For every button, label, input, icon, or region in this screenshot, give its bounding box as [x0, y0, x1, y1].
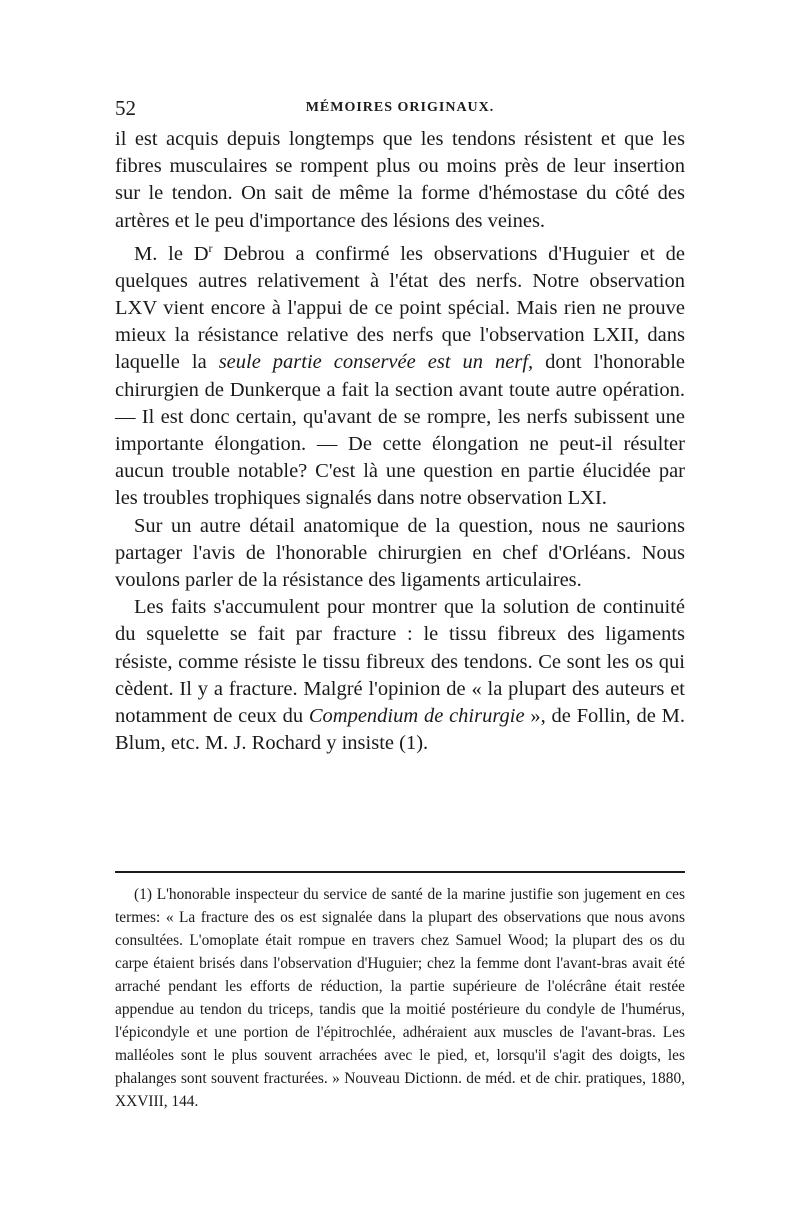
page-number: 52	[115, 96, 136, 120]
paragraph-2	[115, 235, 685, 513]
footnote-divider	[115, 871, 685, 873]
paragraph-4	[115, 594, 685, 757]
running-title: MÉMOIRES ORIGINAUX.	[305, 100, 495, 115]
footnote-text: (1) L'honorable inspecteur du service de santé de la marine justifie son jugement en ces termes: « La fracture des os est signalée dans la plupart des observations que nous avons consultées. L'omoplate était rompue en travers chez Samuel Wood; la plupart des os du carpe étaient brisés dans l'observation d'Huguier; chez la femme dont l'avant-bras avait été arraché pendant les efforts de réduction, la partie supérieure de l'olécrâne était restée appendue au tendon du triceps, tandis que la moitié postérieure du condyle de l'humérus, l'épicondyle et une portion de l'épitrochlée, adhéraient aux muscles de l'avant-bras. Les malléoles sont le plus souvent arrachées avec le pied, et, lorsqu'il s'agit des doigts, les phalanges sont souvent fracturées. » Nouveau Dictionn. de méd. et de chir. pratiques, 1880, XXVIII, 144.	[115, 886, 685, 1110]
paragraph-2-lead: M. le D	[134, 242, 209, 265]
paragraph-2-italic: seule partie conservée est un nerf,	[218, 351, 534, 374]
footnote	[115, 883, 685, 1113]
paragraph-2-body: Debrou a confirmé les observations d'Huguier et de quelques autres relativement à l'état des nerfs. Notre observation LXV vient encore à l'appui de ce point spécial. Mais rien ne prouve mieux la résistance relative des nerfs que l'observation LXII, dans laquelle la	[115, 242, 685, 374]
paragraph-3	[115, 513, 685, 595]
paragraph-1	[115, 126, 685, 235]
paragraph-3-text: Sur un autre détail anatomique de la question, nous ne saurions partager l'avis de l'honorable chirurgien en chef d'Orléans. Nous voulons parler de la résistance des ligaments articulaires.	[115, 514, 685, 592]
page-header	[115, 96, 685, 122]
paragraph-4-italic: Compendium de chirurgie	[308, 705, 525, 728]
paragraph-4-tail: », de Follin, de M. Blum, etc. M. J. Rochard y insiste (1).	[115, 705, 685, 755]
paragraph-1-text: il est acquis depuis longtemps que les tendons résistent et que les fibres musculaires se rompent plus ou moins près de leur insertion sur le tendon. On sait de même la forme d'hémostase du côté des artères et le peu d'importance des lésions des veines.	[115, 128, 685, 232]
main-text	[115, 126, 685, 758]
paragraph-4-body: Les faits s'accumulent pour montrer que la solution de continuité du squelette se fait par fracture : le tissu fibreux des ligaments résiste, comme résiste le tissu fibreux des tendons. Ce sont les os qui cèdent. Il y a fracture. Malgré l'opinion de « la plupart des auteurs et notamment de ceux du	[115, 596, 685, 728]
paragraph-2-tail: dont l'honorable chirurgien de Dunkerque a fait la section avant toute autre opération. — Il est donc certain, qu'avant de se rompre, les nerfs subissent une importante élongation. — De cette élongation ne peut-il résulter aucun trouble notable? C'est là une question en partie élucidée par les troubles trophiques signalés dans notre observation LXI.	[115, 351, 685, 510]
footnote-paragraph	[115, 883, 685, 1113]
doctor-superscript: r	[208, 240, 213, 255]
